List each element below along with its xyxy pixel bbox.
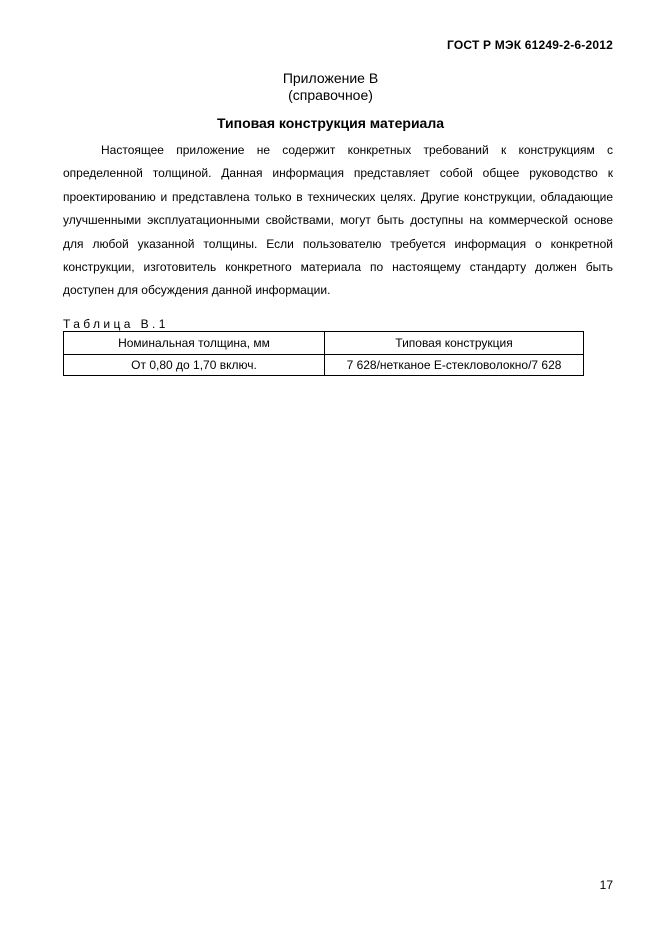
cell-thickness-range: От 0,80 до 1,70 включ. (64, 355, 325, 376)
appendix-subtitle: (справочное) (288, 87, 373, 103)
appendix-title: Приложение В (282, 70, 379, 86)
header-nominal-thickness: Номинальная толщина, мм (64, 332, 325, 355)
cell-construction: 7 628/нетканое Е-стекловолокно/7 628 (325, 355, 584, 376)
table-header-row (64, 332, 584, 355)
table-row (64, 355, 584, 376)
document-code-header: ГОСТ Р МЭК 61249-2-6-2012 (447, 38, 613, 52)
section-title: Типовая конструкция материала (216, 115, 445, 131)
header-typical-construction: Типовая конструкция (325, 332, 584, 355)
body-paragraph: Настоящее приложение не содержит конкретных требований к конструкциям с определенной толщиной. Данная информация представляет собой общее руководство к проектированию и представлена только в технических целях. Другие конструкции, обладающие улучшенными эксплуатационными свойствами, могут быть доступны на коммерческой основе для любой указанной толщины. Если пользователю требуется информация о конкретной конструкции, изготовитель конкретного материала по настоящему стандарту должен быть доступен для обсуждения данной информации. (63, 143, 613, 298)
page-number: 17 (599, 878, 613, 892)
appendix-title-block (0, 70, 661, 104)
construction-table (63, 331, 584, 376)
table-caption: Таблица В.1 (63, 317, 169, 331)
